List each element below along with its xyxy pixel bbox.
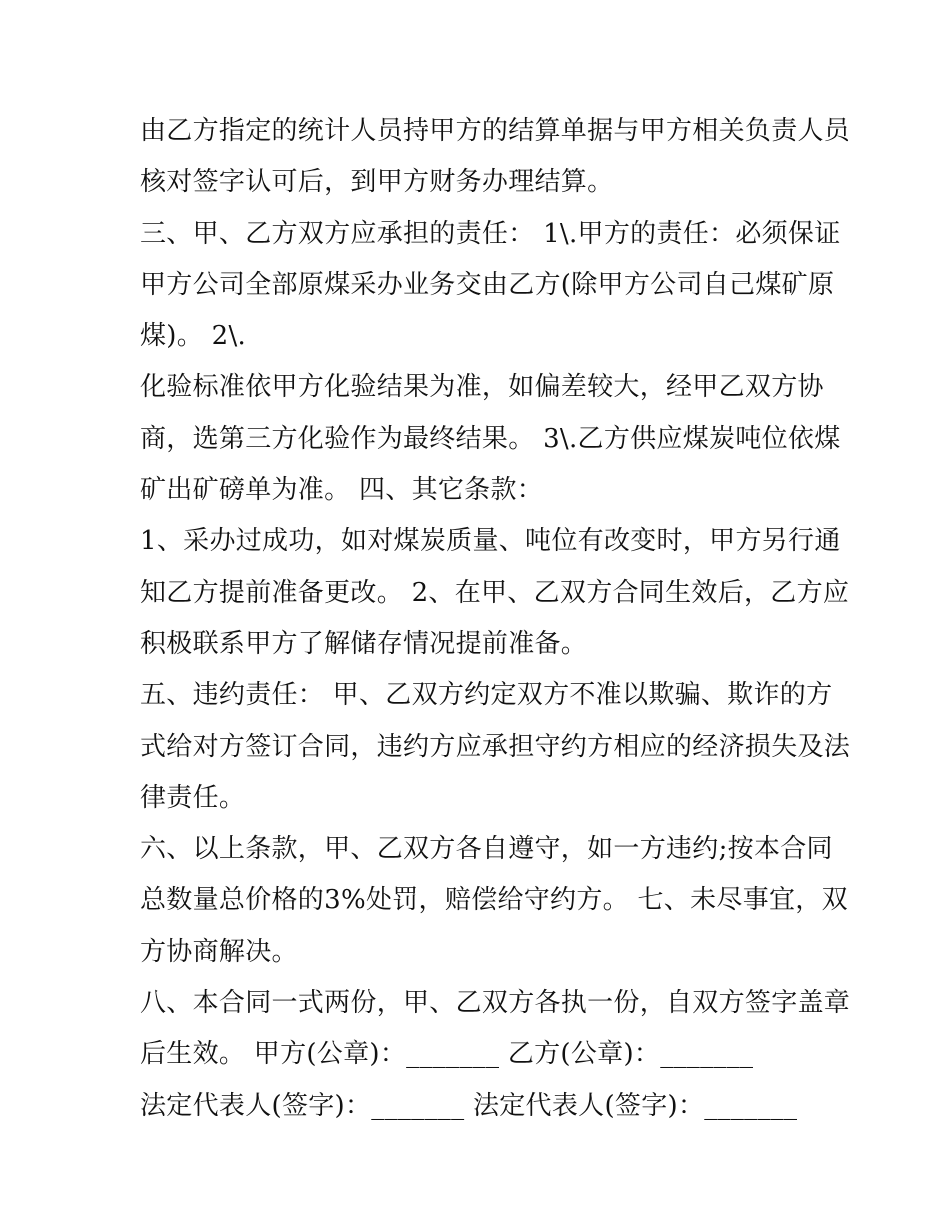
text-line: 三、甲、乙方双方应承担的责任： 1\.甲方的责任：必须保证 bbox=[140, 218, 841, 249]
paragraph-settlement-procedure bbox=[140, 106, 851, 209]
paragraph-section-six-compliance bbox=[140, 824, 848, 978]
contract-text-body bbox=[140, 106, 851, 1132]
text-line: 化验标准依甲方化验结果为准，如偏差较大，经甲乙双方协 bbox=[140, 372, 824, 403]
text-line: 律责任。 bbox=[140, 782, 246, 813]
text-line: 五、违约责任： 甲、乙双方约定双方不准以欺骗、欺诈的方 bbox=[140, 680, 833, 711]
text-line: 知乙方提前准备更改。 2、在甲、乙双方合同生效后，乙方应 bbox=[140, 577, 850, 608]
text-line: 总数量总价格的3%处罚，赔偿给守约方。 七、未尽事宜，双 bbox=[140, 885, 848, 916]
text-line: 甲方公司全部原煤采办业务交由乙方(除甲方公司自己煤矿原 bbox=[140, 269, 835, 300]
paragraph-lab-test-standard bbox=[140, 362, 841, 516]
text-line: 核对签字认可后，到甲方财务办理结算。 bbox=[140, 167, 614, 198]
paragraph-signature-lines bbox=[140, 1081, 820, 1132]
paragraph-section-three-responsibilities bbox=[140, 209, 841, 363]
text-line: 积极联系甲方了解储存情况提前准备。 bbox=[140, 628, 588, 659]
text-line: 方协商解决。 bbox=[140, 936, 298, 967]
text-line: 由乙方指定的统计人员持甲方的结算单据与甲方相关负责人员 bbox=[140, 116, 851, 146]
text-line: 商，选第三方化验作为最终结果。 3\.乙方供应煤炭吨位依煤 bbox=[140, 423, 841, 454]
text-line: 后生效。 甲方(公章)：_______ 乙方(公章)：_______ bbox=[140, 1039, 754, 1070]
text-line: 矿出矿磅单为准。 四、其它条款： bbox=[140, 475, 544, 506]
paragraph-section-five-liability bbox=[140, 670, 851, 824]
text-line: 六、以上条款，甲、乙双方各自遵守，如一方违约;按本合同 bbox=[140, 834, 833, 865]
text-line: 煤)。 2\. bbox=[140, 321, 247, 352]
paragraph-section-eight-copies bbox=[140, 978, 851, 1081]
text-line: 1、采办过成功，如对煤炭质量、吨位有改变时，甲方另行通 bbox=[140, 526, 841, 557]
paragraph-other-terms bbox=[140, 516, 850, 670]
text-line: 八、本合同一式两份，甲、乙双方各执一份，自双方签字盖章 bbox=[140, 988, 851, 1019]
signature-line: 法定代表人(签字)：_______ 法定代表人(签字)：_______ bbox=[140, 1090, 798, 1121]
text-line: 式给对方签订合同，违约方应承担守约方相应的经济损失及法 bbox=[140, 731, 851, 762]
